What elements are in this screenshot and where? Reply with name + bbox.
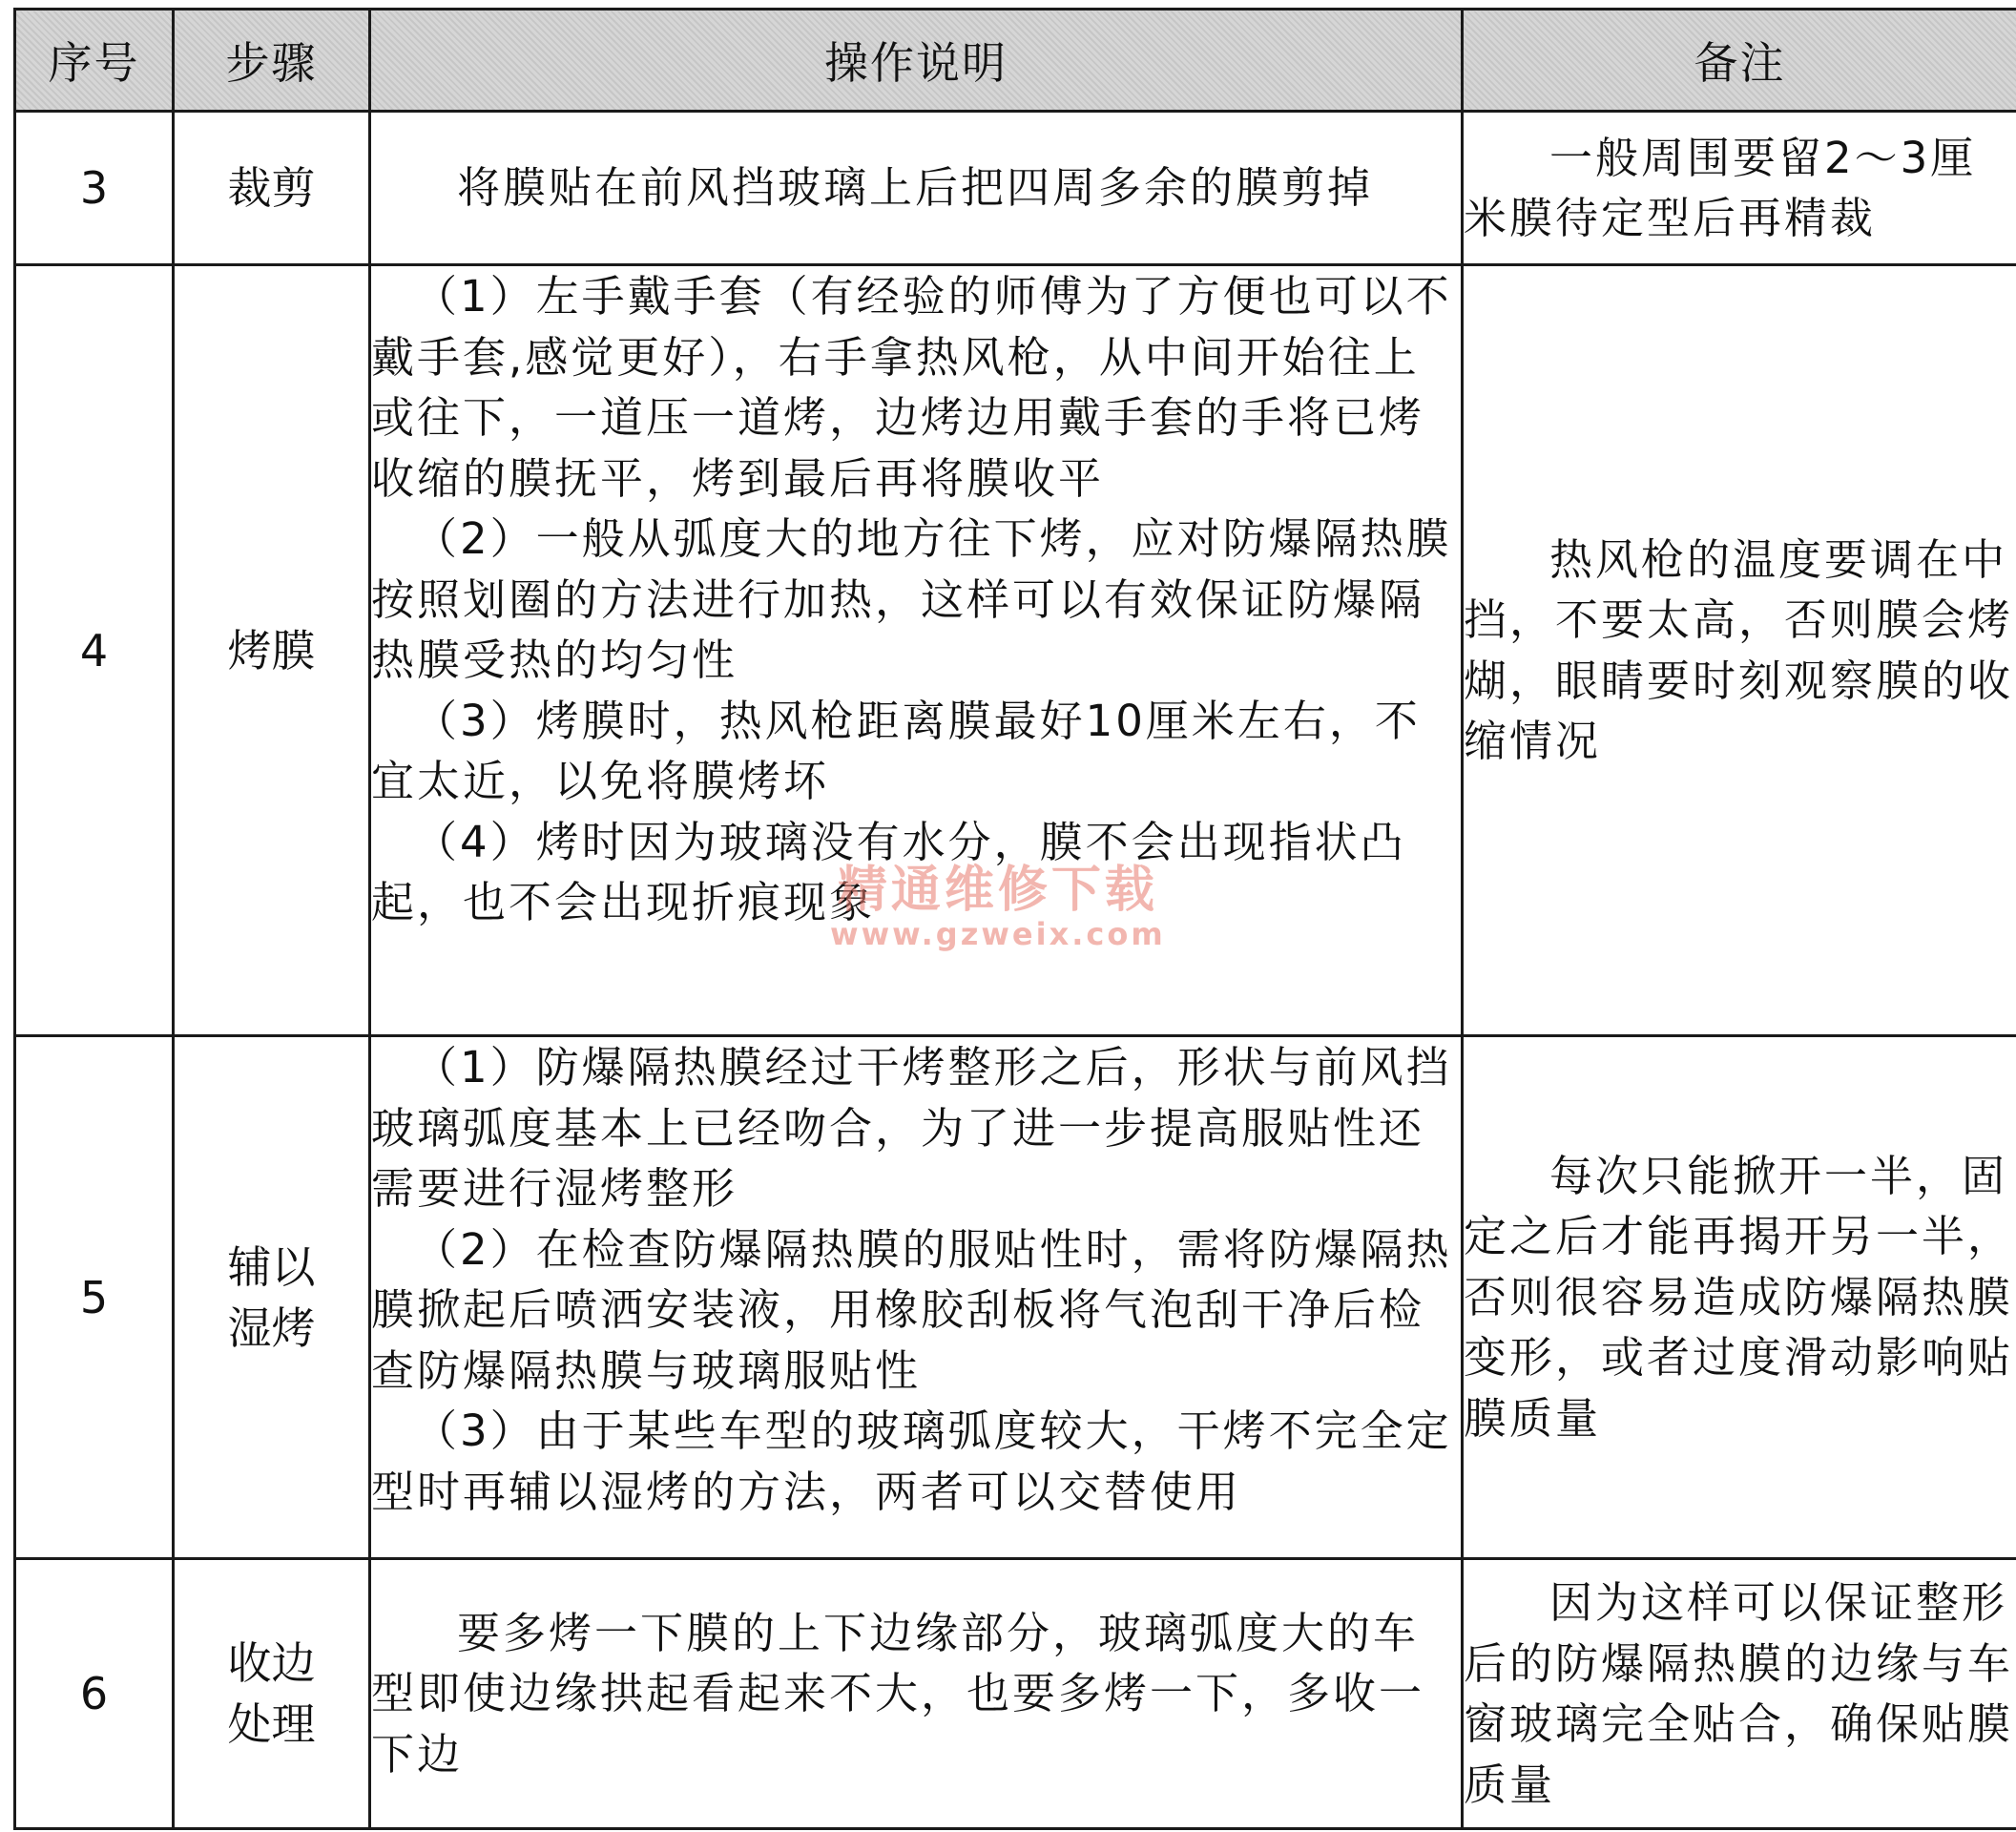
operation-item: （2）一般从弧度大的地方往下烤，应对防爆隔热膜按照划圈的方法进行加热，这样可以有效保证防爆隔热膜受热的均匀性 [371, 513, 1452, 685]
row-number: 4 [15, 265, 174, 1036]
operation-description [370, 1559, 1463, 1829]
remark-text: 每次只能掀开一半，固定之后才能再揭开另一半，否则很容易造成防爆隔热膜变形，或者过度滑动影响贴膜质量 [1464, 1150, 2014, 1444]
operation-description [370, 1036, 1463, 1559]
row-number: 6 [15, 1559, 174, 1829]
row-number: 5 [15, 1036, 174, 1559]
operation-text: 要多烤一下膜的上下边缘部分，玻璃弧度大的车型即使边缘拱起看起来不大，也要多烤一下，多收一下边 [371, 1607, 1425, 1780]
table-row [15, 1036, 2016, 1559]
step-name-line: 收边 [227, 1637, 316, 1689]
remark [1463, 1036, 2016, 1559]
operation-item: （4）烤时因为玻璃没有水分，膜不会出现指状凸起，也不会出现折痕现象 [371, 816, 1406, 927]
watermark-title: 精通维修下载 [837, 862, 1158, 919]
operation-table [13, 8, 2016, 1830]
operation-text: 将膜贴在前风挡玻璃上后把四周多余的膜剪掉 [457, 162, 1374, 214]
step-name [174, 1559, 370, 1829]
step-name [174, 265, 370, 1036]
remark [1463, 112, 2016, 265]
step-name [174, 1036, 370, 1559]
operation-item: （3）烤膜时，热风枪距离膜最好10厘米左右，不宜太近，以免将膜烤坏 [371, 695, 1421, 806]
remark-text: 热风枪的温度要调在中挡，不要太高，否则膜会烤煳，眼睛要时刻观察膜的收缩情况 [1464, 533, 2014, 766]
operation-item: （2）在检查防爆隔热膜的服贴性时，需将防爆隔热膜掀起后喷洒安装液，用橡胶刮板将气泡刮干净后检查防爆隔热膜与玻璃服贴性 [371, 1223, 1452, 1396]
header-step: 步骤 [174, 10, 370, 112]
table-row [15, 112, 2016, 265]
header-num: 序号 [15, 10, 174, 112]
header-note: 备注 [1463, 10, 2016, 112]
table-row [15, 1559, 2016, 1829]
operation-item: （1）防爆隔热膜经过干烤整形之后，形状与前风挡玻璃弧度基本上已经吻合，为了进一步提高服贴性还需要进行湿烤整形 [371, 1042, 1452, 1214]
step-name-line: 处理 [227, 1698, 316, 1750]
operation-item: （1）左手戴手套（有经验的师傅为了方便也可以不戴手套,感觉更好），右手拿热风枪，从中间开始往上或往下，一道压一道烤，边烤边用戴手套的手将已烤收缩的膜抚平，烤到最后再将膜收平 [371, 271, 1452, 504]
remark-text: 一般周围要留2～3厘米膜待定型后再精裁 [1464, 132, 1977, 243]
step-name [174, 112, 370, 265]
operation-description [370, 112, 1463, 265]
remark [1463, 265, 2016, 1036]
remark [1463, 1559, 2016, 1829]
step-name-line: 裁剪 [227, 162, 316, 214]
row-number: 3 [15, 112, 174, 265]
header-operation: 操作说明 [370, 10, 1463, 112]
header-row [15, 10, 2016, 112]
table-body [15, 112, 2016, 1829]
watermark-url: www.gzweix.com [830, 916, 1166, 952]
remark-text: 因为这样可以保证整形后的防爆隔热膜的边缘与车窗玻璃完全贴合，确保贴膜质量 [1464, 1577, 2014, 1810]
operation-description [370, 265, 1463, 1036]
table-header [15, 10, 2016, 112]
step-name-line: 辅以 [227, 1240, 316, 1293]
table-row [15, 265, 2016, 1036]
step-name-line: 湿烤 [227, 1301, 316, 1354]
step-name-line: 烤膜 [227, 624, 316, 677]
operation-item: （3）由于某些车型的玻璃弧度较大，干烤不完全定型时再辅以湿烤的方法，两者可以交替使用 [371, 1405, 1452, 1517]
